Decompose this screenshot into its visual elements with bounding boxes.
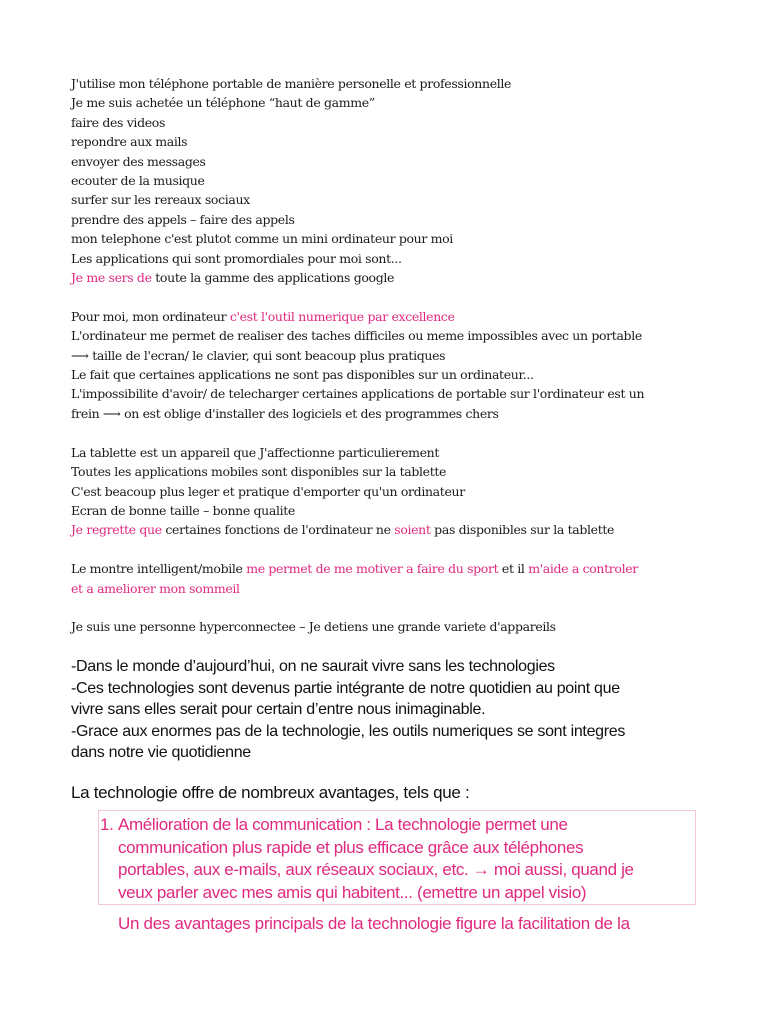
text-segment: certaines fonctions de l'ordinateur ne bbox=[161, 522, 395, 538]
text-line: repondre aux mails bbox=[71, 134, 188, 150]
text-line: L'ordinateur me permet de realiser des taches difficiles ou meme impossibles avec un portable bbox=[71, 328, 642, 344]
highlight-text: Je me sers de bbox=[71, 270, 152, 286]
text-line: frein ⟶ on est oblige d'installer des logiciels et des programmes chers bbox=[71, 405, 499, 421]
text-line: mon telephone c'est plutot comme un mini ordinateur pour moi bbox=[71, 231, 453, 247]
text-line: portables, aux e-mails, aux réseaux sociaux, etc. → moi aussi, quand je bbox=[118, 860, 634, 879]
text-line: La tablette est un appareil que J'affectionne particulierement bbox=[71, 444, 440, 460]
text-line: et a ameliorer mon sommeil bbox=[71, 580, 240, 596]
text-line bbox=[71, 307, 721, 326]
highlight-text: c'est l'outil numerique par excellence bbox=[229, 308, 455, 324]
text-line: -Grace aux enormes pas de la technologie, les outils numeriques se sont integres bbox=[71, 722, 626, 740]
intro-block bbox=[71, 656, 721, 764]
paragraph-gap bbox=[71, 287, 721, 306]
text-line: J'utilise mon téléphone portable de manière personelle et professionnelle bbox=[71, 76, 512, 91]
text-line: L'impossibilite d'avoir/ de telecharger certaines applications de portable sur l'ordinateur est un bbox=[71, 386, 645, 402]
text-line: envoyer des messages bbox=[71, 153, 206, 169]
text-segment: et il bbox=[498, 561, 529, 577]
paragraph-gap bbox=[71, 540, 721, 559]
text-segment: Le montre intelligent/mobile bbox=[71, 561, 247, 577]
text-line: ecouter de la musique bbox=[71, 173, 205, 189]
text-segment: pas disponibles sur la tablette bbox=[430, 522, 615, 538]
paragraph-gap bbox=[71, 598, 721, 617]
text-line: Amélioration de la communication : La technologie permet une bbox=[118, 815, 568, 834]
text-line: dans notre vie quotidienne bbox=[71, 744, 251, 761]
text-line: -Ces technologies sont devenus partie intégrante de notre quotidien au point que bbox=[71, 679, 620, 697]
highlight-text: m'aide a controler bbox=[528, 561, 638, 577]
advantage-item-1 bbox=[100, 814, 700, 904]
text-line: Le fait que certaines applications ne sont pas disponibles sur un ordinateur... bbox=[71, 367, 534, 383]
text-line: communication plus rapide et plus efficace grâce aux téléphones bbox=[118, 837, 584, 857]
list-number: 1. bbox=[100, 815, 114, 834]
text-line: prendre des appels – faire des appels bbox=[71, 211, 295, 227]
text-line: faire des videos bbox=[71, 114, 166, 130]
text-line bbox=[71, 268, 721, 287]
highlight-text: Je regrette que bbox=[71, 522, 162, 538]
text-line: Toutes les applications mobiles sont disponibles sur la tablette bbox=[71, 464, 447, 480]
text-line: veux parler avec mes amis qui habitent... (emettre un appel visio) bbox=[118, 882, 587, 902]
text-line: Ecran de bonne taille – bonne qualite bbox=[71, 502, 295, 518]
text-line: -Dans le monde d’aujourd’hui, on ne saurait vivre sans les technologies bbox=[71, 658, 555, 675]
text-segment: Pour moi, mon ordinateur bbox=[71, 308, 230, 324]
notes-block bbox=[71, 74, 721, 637]
text-line: Les applications qui sont promordiales pour moi sont... bbox=[71, 250, 402, 266]
text-line: ⟶ taille de l'ecran/ le clavier, qui sont beacoup plus pratiques bbox=[71, 347, 446, 363]
trailing-paragraph: Un des avantages principals de la technologie figure la facilitation de la bbox=[118, 914, 630, 933]
text-line: Je me suis achetée un téléphone “haut de gamme” bbox=[71, 95, 375, 111]
text-line bbox=[71, 520, 721, 539]
advantages-heading: La technologie offre de nombreux avantages, tels que : bbox=[71, 783, 470, 802]
text-segment: toute la gamme des applications google bbox=[151, 270, 395, 286]
paragraph-gap bbox=[71, 423, 721, 442]
text-line: surfer sur les rereaux sociaux bbox=[71, 192, 250, 208]
text-line: C'est beacoup plus leger et pratique d'emporter qu'un ordinateur bbox=[71, 483, 465, 499]
highlight-text: me permet de me motiver a faire du sport bbox=[246, 561, 499, 577]
highlight-text: soient bbox=[394, 522, 431, 538]
text-line: Je suis une personne hyperconnectee – Je detiens une grande variete d'appareils bbox=[71, 619, 556, 635]
text-line: vivre sans elles serait pour certain d’entre nous inimaginable. bbox=[71, 701, 486, 718]
text-line bbox=[71, 559, 721, 578]
